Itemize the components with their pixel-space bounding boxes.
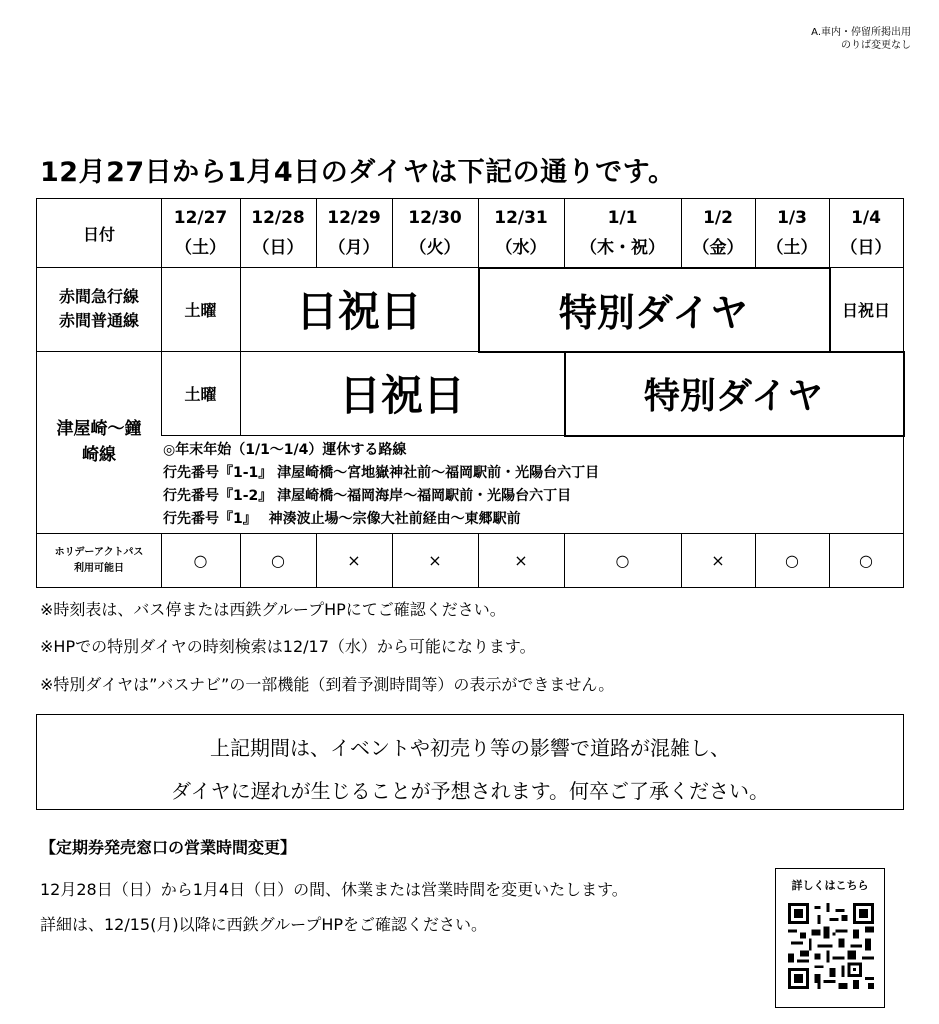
route2-name-line1: 津屋崎～鐘 — [56, 419, 142, 439]
page-title: 12月27日から1月4日のダイヤは下記の通りです。 — [40, 157, 676, 188]
note-2: ※HPでの特別ダイヤの時刻検索は12/17（水）から可能になります。 — [40, 637, 536, 656]
holiday-pass-line2: 利用可能日 — [74, 562, 124, 574]
suspended-route-3: 行先番号『1』 神湊波止場～宗像大社前経由～東郷駅前 — [163, 511, 521, 527]
date-weekday: （木・祝） — [580, 238, 665, 258]
date-value: 12/27 — [173, 208, 228, 228]
date-value: 1/1 — [607, 208, 638, 228]
date-value: 1/4 — [851, 208, 881, 228]
route2-saturday: 土曜 — [184, 384, 217, 404]
date-value: 12/30 — [408, 208, 462, 228]
suspended-route-2: 行先番号『1-2』 津屋崎橋～福岡海岸～福岡駅前・光陽台六丁目 — [163, 488, 572, 504]
date-value: 12/31 — [494, 208, 548, 228]
date-value: 1/3 — [777, 208, 807, 228]
qr-label: 詳しくはこちら — [791, 879, 869, 892]
date-weekday: （金） — [692, 238, 744, 258]
corner-note-line1: A.車内・停留所掲出用 — [811, 27, 911, 38]
pass-mark-1: ○ — [271, 551, 285, 570]
corner-note — [811, 26, 911, 52]
congestion-notice — [36, 714, 904, 810]
corner-note-line2: のりば変更なし — [841, 40, 911, 51]
date-weekday: （土） — [175, 238, 226, 258]
route1-name-line1: 赤間急行線 — [58, 287, 139, 306]
date-weekday: （土） — [766, 238, 818, 258]
date-col-8 — [829, 199, 903, 267]
date-header: 日付 — [82, 224, 115, 244]
suspended-route-1: 行先番号『1-1』 津屋崎橋～宮地嶽神社前～福岡駅前・光陽台六丁目 — [163, 465, 600, 481]
route2-name — [37, 351, 161, 533]
pass-mark-3: × — [428, 551, 442, 570]
date-col-5 — [564, 199, 681, 267]
route1-holiday: 日祝日 — [295, 287, 422, 336]
qr-code-icon[interactable] — [788, 903, 874, 989]
date-col-1 — [240, 199, 316, 267]
note-1: ※時刻表は、バス停または西鉄グループHPにてご確認ください。 — [40, 600, 506, 619]
date-weekday: （火） — [409, 238, 461, 258]
date-col-7 — [755, 199, 829, 267]
pass-mark-2: × — [347, 551, 361, 570]
pass-section-line1: 12月28日（日）から1月4日（日）の間、休業または営業時間を変更いたします。 — [40, 880, 628, 899]
pass-mark-5: ○ — [615, 551, 630, 570]
date-value: 12/28 — [251, 208, 305, 228]
pass-mark-4: × — [514, 551, 528, 570]
note-3: ※特別ダイヤは”バスナビ”の一部機能（到着予測時間等）の表示ができません。 — [40, 675, 615, 694]
date-col-3 — [392, 199, 478, 267]
pass-mark-6: × — [711, 551, 725, 570]
suspended-title: ◎年末年始（1/1～1/4）運休する路線 — [163, 442, 407, 458]
suspended-routes — [163, 439, 903, 531]
pass-section-line2: 詳細は、12/15(月)以降に西鉄グループHPをご確認ください。 — [40, 915, 487, 934]
route1-name-line2: 赤間普通線 — [58, 311, 139, 330]
notice-line2: ダイヤに遅れが生じることが予想されます。何卒ご了承ください。 — [171, 779, 769, 803]
route2-holiday: 日祝日 — [338, 371, 465, 420]
notice-line1: 上記期間は、イベントや初売り等の影響で道路が混雑し、 — [210, 736, 730, 760]
pass-mark-8: ○ — [859, 551, 873, 570]
date-value: 1/2 — [703, 208, 733, 228]
date-col-2 — [316, 199, 392, 267]
holiday-pass-label — [37, 533, 161, 588]
holiday-pass-line1: ホリデーアクトパス — [54, 546, 144, 558]
date-col-4 — [478, 199, 564, 267]
route1-name — [37, 267, 161, 351]
pass-section-title: 【定期券発売窓口の営業時間変更】 — [40, 838, 297, 857]
route2-special: 特別ダイヤ — [643, 375, 824, 417]
schedule-table — [36, 198, 904, 588]
pass-mark-7: ○ — [785, 551, 799, 570]
date-weekday: （月） — [328, 238, 380, 258]
date-value: 12/29 — [327, 208, 381, 228]
pass-mark-0: ○ — [193, 551, 208, 570]
route1-holiday-end: 日祝日 — [841, 300, 890, 320]
date-weekday: （水） — [495, 238, 547, 258]
date-weekday: （日） — [840, 238, 892, 258]
date-col-6 — [681, 199, 755, 267]
date-weekday: （日） — [252, 238, 304, 258]
qr-box[interactable] — [775, 868, 885, 1008]
route1-saturday: 土曜 — [184, 300, 217, 320]
date-col-0 — [161, 199, 240, 267]
route1-special: 特別ダイヤ — [558, 290, 749, 335]
route2-name-line2: 崎線 — [82, 445, 116, 465]
